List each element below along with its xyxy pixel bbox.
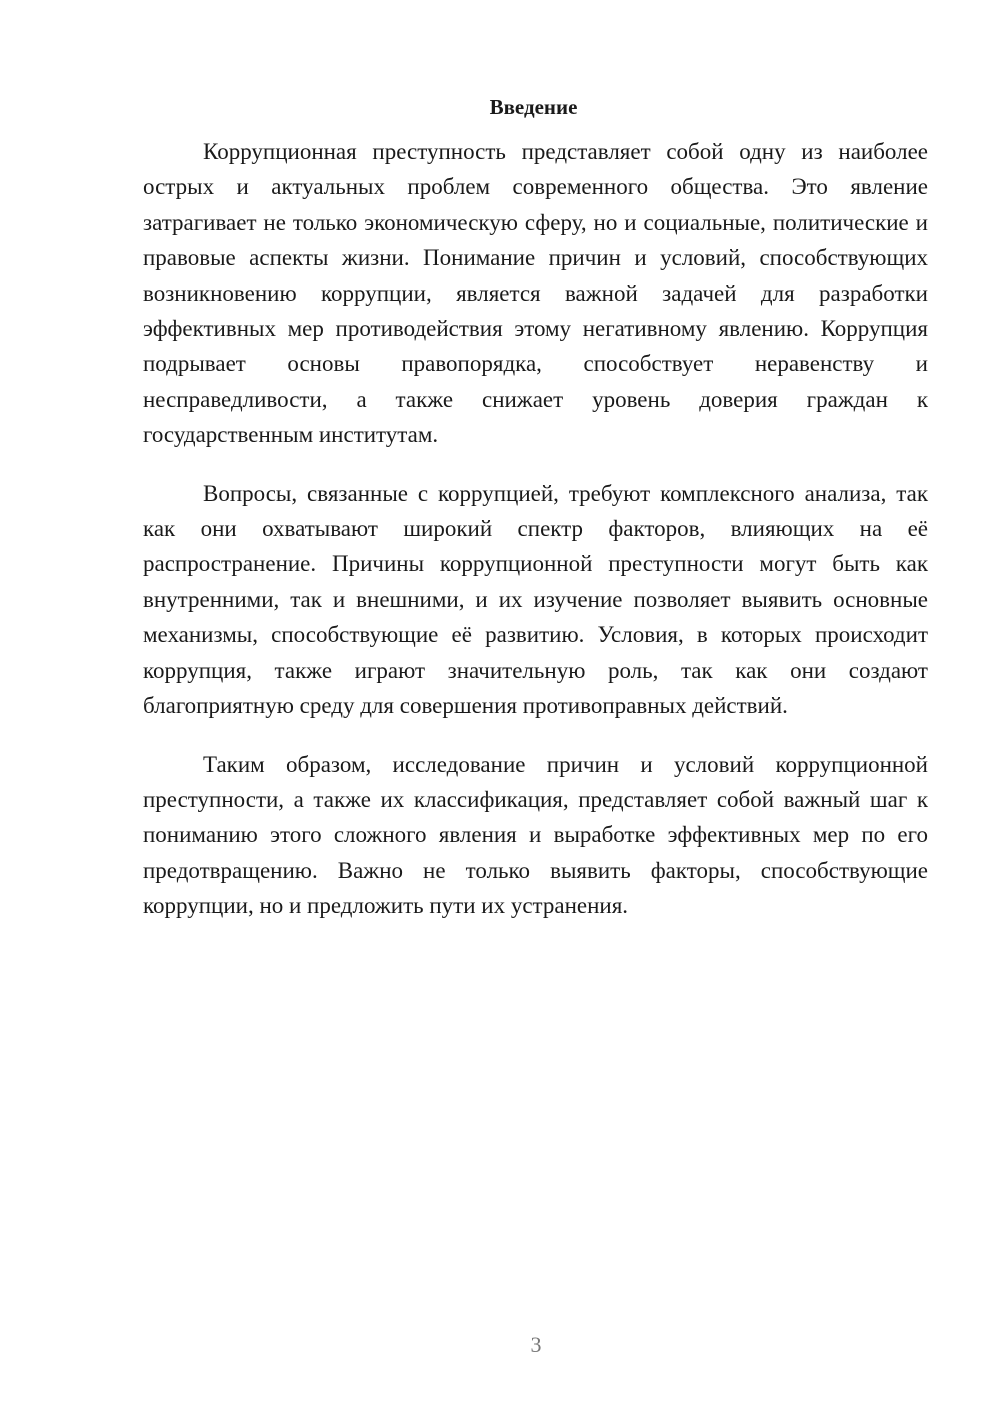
section-title: Введение bbox=[489, 95, 578, 119]
paragraph-1: Коррупционная преступность представляет собой одну из наиболее острых и актуальных проблем современного общества. Это явление затрагивает не только экономическую сферу, но и социальные, политические и правовые аспекты жизни. Понимание причин и условий, способствующих возникновению коррупции, является важной задачей для разработки эффективных мер противодействия этому негативному явлению. Коррупция подрывает основы правопорядка, способствует неравенству и несправедливости, а также снижает уровень доверия граждан к государственным институтам. bbox=[143, 139, 928, 448]
page-number: 3 bbox=[530, 1332, 542, 1357]
page-content bbox=[143, 92, 928, 924]
paragraph-2: Вопросы, связанные с коррупцией, требуют комплексного анализа, так как они охватывают широкий спектр факторов, влияющих на её распространение. Причины коррупционной преступности могут быть как внутренними, так и внешними, и их изучение позволяет выявить основные механизмы, способствующие её развитию. Условия, в которых происходит коррупция, также играют значительную роль, так как они создают благоприятную среду для совершения противоправных действий. bbox=[143, 480, 928, 719]
paragraph-3: Таким образом, исследование причин и условий коррупционной преступности, а также их классификация, представляет собой важный шаг к пониманию этого сложного явления и выработке эффективных мер по его предотвращению. Важно не только выявить факторы, способствующие коррупции, но и предложить пути их устранения. bbox=[143, 751, 928, 919]
